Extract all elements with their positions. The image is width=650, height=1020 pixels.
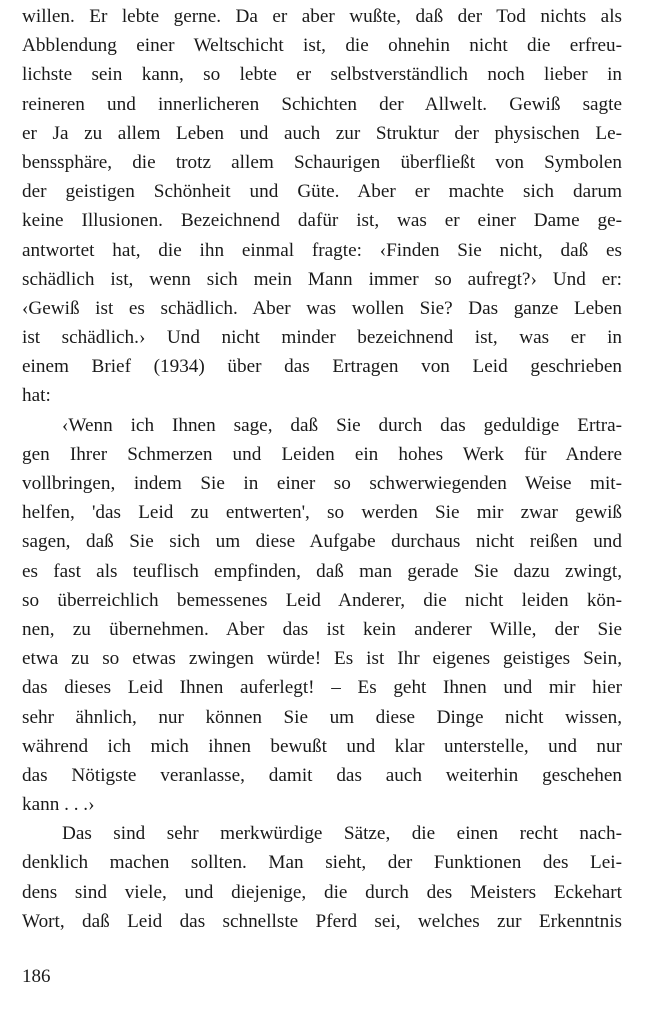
text-line: antwortet hat, die ihn einmal fragte: ‹Finden Sie nicht, daß es [22,239,622,261]
text-line: er Ja zu allem Leben und auch zur Struktur der physischen Le- [22,122,622,144]
text-line: hat: [22,385,51,407]
text-line: keine Illusionen. Bezeichnend dafür ist, was er einer Dame ge- [22,210,622,232]
text-line: vollbringen, indem Sie in einer so schwerwiegenden Weise mit- [22,473,622,494]
text-line: ist schädlich.› Und nicht minder bezeichnend ist, was er in [22,327,622,349]
text-line: das Nötigste veranlasse, damit das auch weiterhin geschehen [22,764,622,786]
text-line: sehr ähnlich, nur können Sie um diese Dinge nicht wissen, [22,706,622,728]
text-line: etwa zu so etwas zwingen würde! Es ist Ihr eigenes geistiges Sein, [22,648,622,670]
text-line: Wort, daß Leid das schnellste Pferd sei, welches zur Erkenntnis [22,910,622,932]
text-line: lichste sein kann, so lebte er selbstverständlich noch lieber in [22,64,622,86]
text-line: schädlich ist, wenn sich mein Mann immer so aufregt?› Und er: [22,268,622,290]
text-line: einem Brief (1934) über das Ertragen von Leid geschrieben [22,356,622,378]
text-line: gen Ihrer Schmerzen und Leiden ein hohes Werk für Andere [22,443,622,465]
text-line: das dieses Leid Ihnen auferlegt! – Es geht Ihnen und mir hier [22,677,622,699]
page-body [22,2,622,936]
page-number: 186 [22,966,51,987]
text-line: Das sind sehr merkwürdige Sätze, die einen recht nach- [62,823,622,845]
text-line: dens sind viele, und diejenige, die durch des Meisters Eckehart [22,881,622,903]
text-line: Abblendung einer Weltschicht ist, die ohnehin nicht die erfreu- [22,35,622,57]
text-line: sagen, daß Sie sich um diese Aufgabe durchaus nicht reißen und [22,531,622,553]
text-line: so überreichlich bemessenes Leid Anderer, die nicht leiden kön- [22,589,622,611]
text-line: ‹Gewiß ist es schädlich. Aber was wollen Sie? Das ganze Leben [22,297,622,319]
text-line: nen, zu übernehmen. Aber das ist kein anderer Wille, der Sie [22,618,622,640]
text-line: reineren und innerlicheren Schichten der Allwelt. Gewiß sagte [22,93,622,115]
text-line: willen. Er lebte gerne. Da er aber wußte, daß der Tod nichts als [22,6,622,27]
text-line: der geistigen Schönheit und Güte. Aber er machte sich darum [22,181,622,203]
text-line: ‹Wenn ich Ihnen sage, daß Sie durch das geduldige Ertra- [62,414,622,436]
text-line: denklich machen sollten. Man sieht, der Funktionen des Lei- [22,852,622,874]
text-line: es fast als teuflisch empfinden, daß man gerade Sie dazu zwingt, [22,560,622,582]
text-line: benssphäre, die trotz allem Schaurigen überfließt von Symbolen [22,151,622,173]
text-line: kann . . .› [22,794,95,816]
text-line: helfen, 'das Leid zu entwerten', so werden Sie mir zwar gewiß [22,502,622,524]
text-line: während ich mich ihnen bewußt und klar unterstelle, und nur [22,735,622,757]
